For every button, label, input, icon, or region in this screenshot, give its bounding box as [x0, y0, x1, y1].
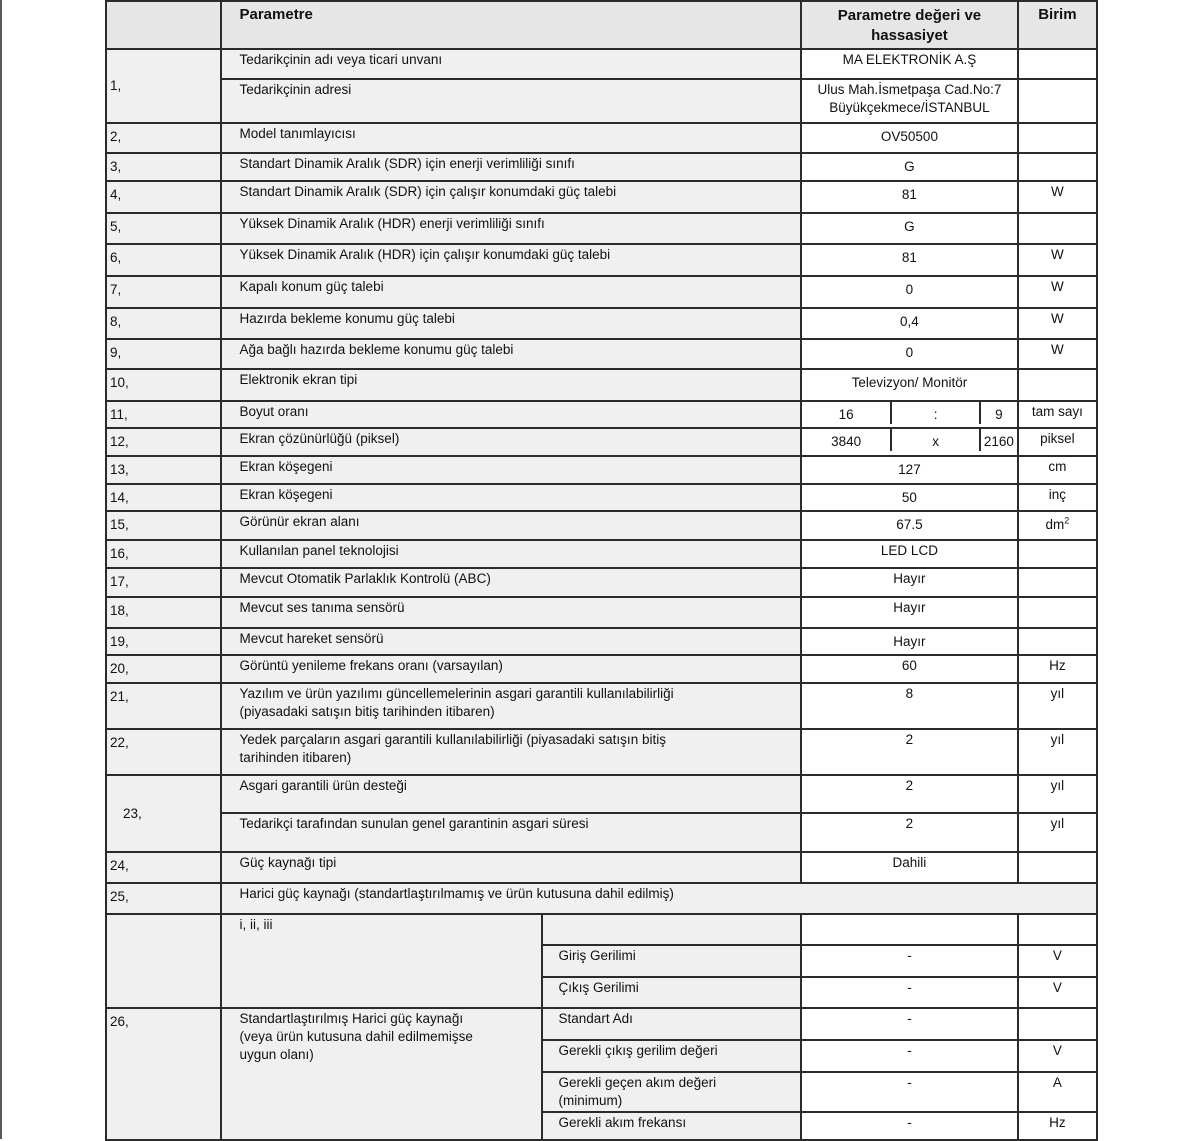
param-name: Görüntü yenileme frekans oranı (varsayılan) — [221, 655, 801, 683]
param-unit — [1018, 597, 1097, 628]
row-number: 23, — [106, 775, 221, 852]
param-value — [801, 914, 1018, 945]
param-name-line-1: Standartlaştırılmış Harici güç kaynağı — [239, 1011, 464, 1026]
subparam-name: Çıkış Gerilimi — [542, 977, 802, 1008]
param-name: Yüksek Dinamik Aralık (HDR) için çalışır konumdaki güç talebi — [221, 244, 801, 276]
header-birim: Birim — [1018, 1, 1097, 49]
row-number: 26, — [106, 1008, 221, 1140]
param-value: G — [801, 153, 1018, 181]
table-row — [106, 883, 1097, 914]
param-name: i, ii, iii — [221, 914, 541, 1008]
row-number — [106, 914, 221, 1008]
table-row — [106, 369, 1097, 401]
param-name: Yüksek Dinamik Aralık (HDR) enerji verimliliği sınıfı — [221, 213, 801, 244]
param-name: Kapalı konum güç talebi — [221, 276, 801, 308]
subparam-name: Gerekli akım frekansı — [542, 1112, 802, 1140]
param-value: Hayır — [801, 628, 1018, 655]
param-unit: yıl — [1018, 729, 1097, 775]
param-value: Dahili — [801, 852, 1018, 883]
param-name-line-2: tarihinden itibaren) — [239, 750, 352, 765]
row-number: 22, — [106, 729, 221, 775]
param-value-split — [801, 401, 1018, 428]
param-value: OV50500 — [801, 123, 1018, 153]
param-value: - — [801, 1008, 1018, 1040]
param-unit — [1018, 852, 1097, 883]
param-value: - — [801, 1040, 1018, 1072]
param-unit — [1018, 914, 1097, 945]
ratio-subtable — [802, 402, 1017, 424]
header-parametre: Parametre — [221, 1, 801, 49]
param-value: - — [801, 1112, 1018, 1140]
param-unit: yıl — [1018, 813, 1097, 852]
table-row — [106, 628, 1097, 655]
param-value: - — [801, 977, 1018, 1008]
param-name: Kullanılan panel teknolojisi — [221, 540, 801, 568]
param-name: Güç kaynağı tipi — [221, 852, 801, 883]
subparam-name — [542, 914, 802, 945]
subparam-name: Gerekli çıkış gerilim değeri — [542, 1040, 802, 1072]
param-value-split — [801, 428, 1018, 456]
param-value: 67.5 — [801, 511, 1018, 540]
table-row — [106, 123, 1097, 153]
table-row — [106, 568, 1097, 597]
subparam-name-multiline — [542, 1072, 802, 1112]
table-row — [106, 914, 1097, 945]
table-row — [106, 401, 1097, 428]
param-value: 127 — [801, 456, 1018, 484]
param-unit: Hz — [1018, 1112, 1097, 1140]
param-unit — [1018, 79, 1097, 123]
param-unit — [1018, 213, 1097, 244]
page-edge-line — [0, 0, 2, 1139]
param-value: 50 — [801, 484, 1018, 511]
table-row — [106, 456, 1097, 484]
param-unit — [1018, 153, 1097, 181]
row-number: 11, — [106, 401, 221, 428]
row-number: 19, — [106, 628, 221, 655]
row-number: 12, — [106, 428, 221, 456]
ratio-separator: : — [891, 402, 980, 424]
param-unit — [1018, 369, 1097, 401]
param-name: Hazırda bekleme konumu güç talebi — [221, 308, 801, 339]
param-value: MA ELEKTRONİK A.Ş — [801, 49, 1018, 79]
param-name: Mevcut Otomatik Parlaklık Kontrolü (ABC) — [221, 568, 801, 597]
param-unit — [1018, 123, 1097, 153]
param-unit: V — [1018, 1040, 1097, 1072]
param-value: 60 — [801, 655, 1018, 683]
param-name-multiline — [221, 1008, 541, 1140]
param-name: Standart Dinamik Aralık (SDR) için çalışır konumdaki güç talebi — [221, 181, 801, 213]
param-unit: W — [1018, 339, 1097, 369]
resolution-subtable — [802, 429, 1017, 451]
param-unit — [1018, 568, 1097, 597]
param-value: 8 — [801, 683, 1018, 729]
row-number: 1, — [106, 49, 221, 123]
table-row — [106, 729, 1097, 775]
table-row — [106, 775, 1097, 813]
param-unit — [1018, 628, 1097, 655]
param-name: Boyut oranı — [221, 401, 801, 428]
param-name-line-1: Yedek parçaların asgari garantili kullanılabilirliği (piyasadaki satışın bitiş — [239, 732, 666, 747]
param-value: Hayır — [801, 597, 1018, 628]
table-row — [106, 540, 1097, 568]
param-name-line-2: (veya ürün kutusuna dahil edilmemişse — [239, 1029, 473, 1044]
row-number: 18, — [106, 597, 221, 628]
subparam-name-line-2: (minimum) — [558, 1093, 623, 1108]
table-row — [106, 428, 1097, 456]
table-row — [106, 153, 1097, 181]
param-name: Elektronik ekran tipi — [221, 369, 801, 401]
table-row — [106, 49, 1097, 79]
address-line-2: Büyükçekmece/İSTANBUL — [829, 100, 990, 115]
param-name: Tedarikçinin adı veya ticari unvanı — [221, 49, 801, 79]
resolution-separator: x — [891, 429, 980, 451]
param-unit — [1018, 511, 1097, 540]
param-name: Harici güç kaynağı (standartlaştırılmamış ve ürün kutusuna dahil edilmiş) — [221, 883, 1097, 914]
param-unit: tam sayı — [1018, 401, 1097, 428]
row-number: 14, — [106, 484, 221, 511]
param-value: - — [801, 945, 1018, 977]
param-name: Ekran köşegeni — [221, 456, 801, 484]
row-number: 13, — [106, 456, 221, 484]
param-name-line-3: uygun olanı) — [239, 1047, 314, 1062]
param-value: 81 — [801, 244, 1018, 276]
param-value-address — [801, 79, 1018, 123]
param-unit: yıl — [1018, 775, 1097, 813]
table-row — [106, 339, 1097, 369]
row-number: 9, — [106, 339, 221, 369]
table-row — [106, 655, 1097, 683]
param-unit — [1018, 49, 1097, 79]
param-name: Tedarikçi tarafından sunulan genel garantinin asgari süresi — [221, 813, 801, 852]
unit-superscript: 2 — [1064, 515, 1070, 526]
param-value: Televizyon/ Monitör — [801, 369, 1018, 401]
param-name: Görünür ekran alanı — [221, 511, 801, 540]
param-value: G — [801, 213, 1018, 244]
table-row — [106, 213, 1097, 244]
resolution-width: 3840 — [802, 429, 891, 451]
row-number: 16, — [106, 540, 221, 568]
row-number: 10, — [106, 369, 221, 401]
table-row — [106, 813, 1097, 852]
table-header-row — [106, 1, 1097, 49]
header-number-cell — [106, 1, 221, 49]
row-number: 5, — [106, 213, 221, 244]
param-name: Ağa bağlı hazırda bekleme konumu güç talebi — [221, 339, 801, 369]
row-number: 25, — [106, 883, 221, 914]
param-value: 81 — [801, 181, 1018, 213]
param-name: Ekran çözünürlüğü (piksel) — [221, 428, 801, 456]
param-value: - — [801, 1072, 1018, 1112]
param-unit: W — [1018, 308, 1097, 339]
row-number: 3, — [106, 153, 221, 181]
param-unit: Hz — [1018, 655, 1097, 683]
param-unit: W — [1018, 244, 1097, 276]
param-unit: W — [1018, 276, 1097, 308]
row-number: 2, — [106, 123, 221, 153]
ratio-width: 16 — [802, 402, 891, 424]
param-value: 0 — [801, 339, 1018, 369]
row-number: 7, — [106, 276, 221, 308]
ratio-height: 9 — [980, 402, 1017, 424]
header-deger: Parametre değeri ve hassasiyet — [801, 1, 1018, 49]
param-name: Standart Dinamik Aralık (SDR) için enerji verimliliği sınıfı — [221, 153, 801, 181]
subparam-name-line-1: Gerekli geçen akım değeri — [558, 1075, 717, 1090]
table-row — [106, 308, 1097, 339]
param-value: 2 — [801, 775, 1018, 813]
param-unit: A — [1018, 1072, 1097, 1112]
param-unit: V — [1018, 945, 1097, 977]
table-row — [106, 79, 1097, 123]
table-row — [106, 181, 1097, 213]
param-name: Mevcut ses tanıma sensörü — [221, 597, 801, 628]
table-row — [106, 597, 1097, 628]
table-row — [106, 484, 1097, 511]
param-value: 2 — [801, 813, 1018, 852]
param-value: Hayır — [801, 568, 1018, 597]
param-unit — [1018, 540, 1097, 568]
param-unit — [1018, 1008, 1097, 1040]
param-name: Model tanımlayıcısı — [221, 123, 801, 153]
param-unit: yıl — [1018, 683, 1097, 729]
param-name: Ekran köşegeni — [221, 484, 801, 511]
param-value: LED LCD — [801, 540, 1018, 568]
param-unit: cm — [1018, 456, 1097, 484]
row-number: 15, — [106, 511, 221, 540]
subparam-name: Standart Adı — [542, 1008, 802, 1040]
row-number: 24, — [106, 852, 221, 883]
param-name-line-1: Yazılım ve ürün yazılımı güncellemelerinin asgari garantili kullanılabilirliği — [239, 686, 674, 701]
subparam-name: Giriş Gerilimi — [542, 945, 802, 977]
row-number: 20, — [106, 655, 221, 683]
param-unit: W — [1018, 181, 1097, 213]
param-unit: inç — [1018, 484, 1097, 511]
table-row — [106, 511, 1097, 540]
param-name: Mevcut hareket sensörü — [221, 628, 801, 655]
table-row — [106, 852, 1097, 883]
param-unit: V — [1018, 977, 1097, 1008]
address-line-1: Ulus Mah.İsmetpaşa Cad.No:7 — [817, 82, 1002, 97]
row-number: 6, — [106, 244, 221, 276]
resolution-height: 2160 — [980, 429, 1017, 451]
table-row — [106, 244, 1097, 276]
unit-base: dm — [1045, 517, 1065, 532]
table-row — [106, 276, 1097, 308]
product-information-table — [105, 0, 1098, 1141]
row-number: 8, — [106, 308, 221, 339]
param-value: 0 — [801, 276, 1018, 308]
table-row — [106, 1008, 1097, 1040]
param-name-multiline — [221, 729, 801, 775]
row-number: 21, — [106, 683, 221, 729]
param-name: Tedarikçinin adresi — [221, 79, 801, 123]
param-name: Asgari garantili ürün desteği — [221, 775, 801, 813]
row-number: 17, — [106, 568, 221, 597]
table-row — [106, 683, 1097, 729]
param-name-multiline — [221, 683, 801, 729]
param-unit: piksel — [1018, 428, 1097, 456]
param-value: 2 — [801, 729, 1018, 775]
param-name-line-2: (piyasadaki satışın bitiş tarihinden itibaren) — [239, 704, 495, 719]
param-value: 0,4 — [801, 308, 1018, 339]
row-number: 4, — [106, 181, 221, 213]
